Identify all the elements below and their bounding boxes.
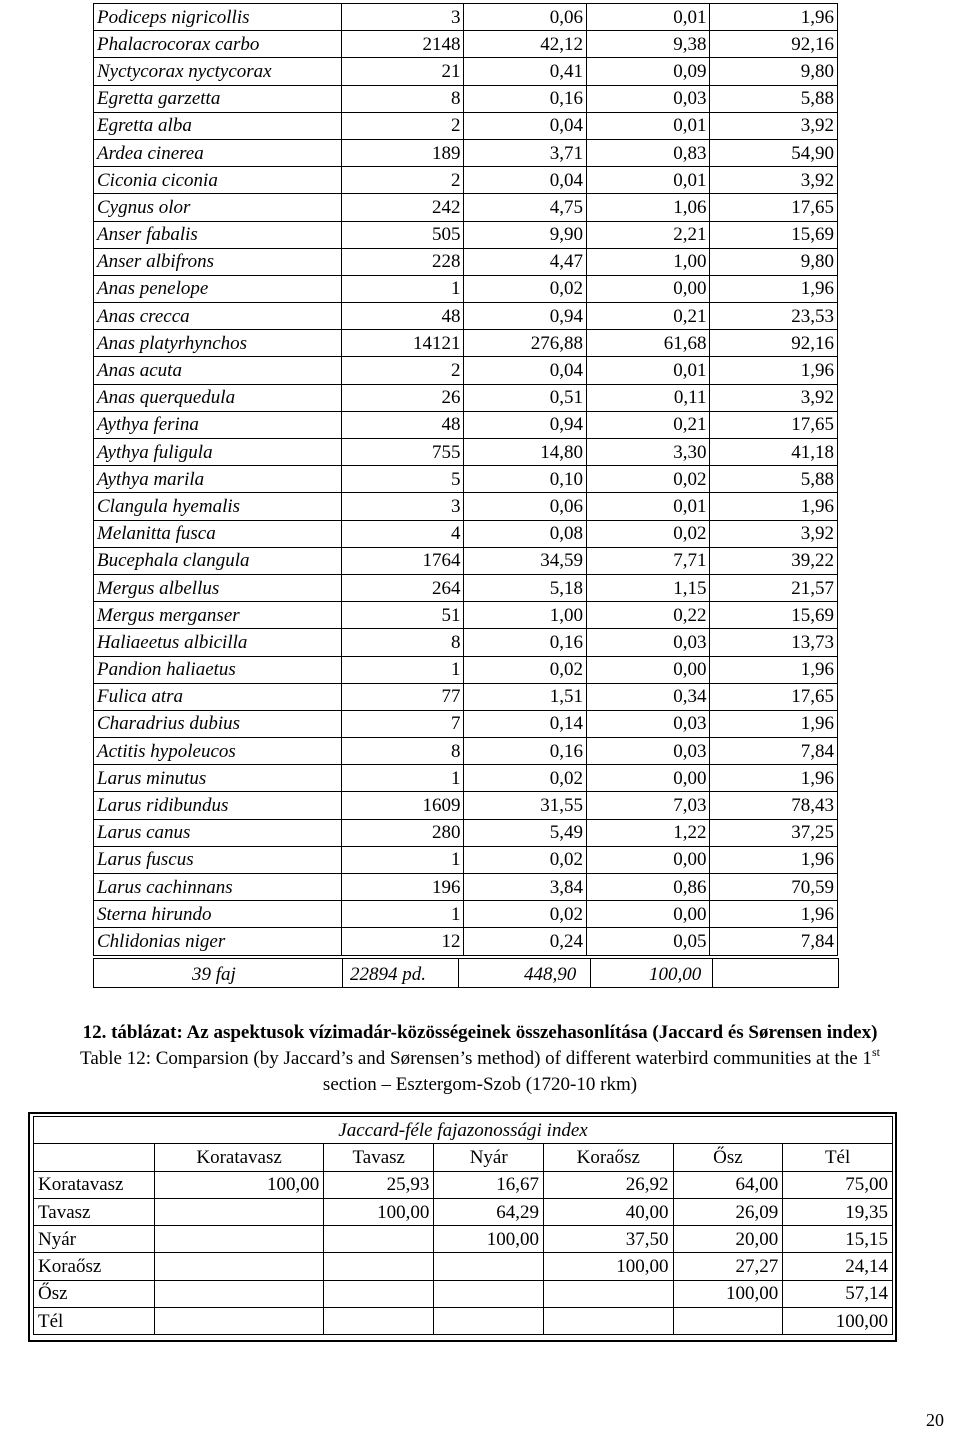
dominance-cell: 0,00 [586,846,709,873]
percent-cell: 0,10 [464,466,586,493]
species-name: Phalacrocorax carbo [94,31,342,58]
frequency-cell: 3,92 [710,384,838,411]
table-row [94,683,838,710]
frequency-cell: 17,65 [710,683,838,710]
percent-cell: 0,08 [464,520,586,547]
dominance-cell: 0,22 [586,602,709,629]
percent-cell: 4,47 [464,248,586,275]
dominance-cell: 0,01 [586,112,709,139]
dominance-cell: 0,34 [586,683,709,710]
caption-en-line2: section – Esztergom-Szob (1720-10 rkm) [322,1074,638,1095]
totals-count: 22894 pd. [350,964,426,985]
frequency-cell: 54,90 [710,139,838,166]
table-row [94,738,838,765]
frequency-cell: 5,88 [710,466,838,493]
totals-pct: 448,90 [524,964,577,985]
count-cell: 12 [342,928,464,955]
percent-cell: 1,00 [464,602,586,629]
table-row [34,1171,893,1198]
table-row [94,846,838,873]
species-name: Aythya ferina [94,411,342,438]
index-cell: 100,00 [434,1226,544,1253]
dominance-cell: 0,03 [586,629,709,656]
frequency-cell: 9,80 [710,248,838,275]
frequency-cell: 41,18 [710,439,838,466]
table-row [94,357,838,384]
frequency-cell: 23,53 [710,303,838,330]
dominance-cell: 0,02 [586,520,709,547]
row-label: Koraősz [34,1253,155,1280]
percent-cell: 0,94 [464,411,586,438]
percent-cell: 0,41 [464,58,586,85]
species-name: Ciconia ciconia [94,167,342,194]
percent-cell: 0,16 [464,738,586,765]
count-cell: 2148 [342,31,464,58]
count-cell: 8 [342,85,464,112]
dominance-cell: 1,22 [586,819,709,846]
dominance-cell: 7,71 [586,547,709,574]
index-cell [434,1280,544,1307]
count-cell: 4 [342,520,464,547]
index-cell [544,1280,674,1307]
count-cell: 196 [342,874,464,901]
species-name: Pandion haliaetus [94,656,342,683]
frequency-cell: 7,84 [710,738,838,765]
dominance-cell: 0,01 [586,167,709,194]
percent-cell: 0,16 [464,85,586,112]
count-cell: 5 [342,466,464,493]
percent-cell: 1,51 [464,683,586,710]
percent-cell: 0,06 [464,4,586,31]
dominance-cell: 2,21 [586,221,709,248]
percent-cell: 0,02 [464,765,586,792]
frequency-cell: 3,92 [710,520,838,547]
species-name: Ardea cinerea [94,139,342,166]
caption-en-line1: Table 12: Comparsion (by Jaccard’s and Sørensen’s method) of different waterbird communities at the 1st [80,1045,880,1069]
row-label: Tavasz [34,1198,155,1225]
species-name: Larus canus [94,819,342,846]
species-name: Egretta alba [94,112,342,139]
species-name: Mergus merganser [94,602,342,629]
count-cell: 51 [342,602,464,629]
count-cell: 1764 [342,547,464,574]
index-cell [155,1280,324,1307]
species-name: Chlidonias niger [94,928,342,955]
table-row [94,248,838,275]
table-row [94,139,838,166]
count-cell: 8 [342,629,464,656]
index-cell: 26,09 [673,1198,783,1225]
index-cell: 16,67 [434,1171,544,1198]
index-cell [155,1253,324,1280]
percent-cell: 0,04 [464,167,586,194]
index-cell: 15,15 [783,1226,893,1253]
percent-cell: 9,90 [464,221,586,248]
index-cell: 20,00 [673,1226,783,1253]
table-row [94,520,838,547]
species-name: Anser fabalis [94,221,342,248]
table-row [94,58,838,85]
index-cell [155,1198,324,1225]
index-cell: 100,00 [783,1308,893,1335]
totals-dom: 100,00 [649,964,702,985]
column-header: Tél [783,1144,893,1171]
count-cell: 505 [342,221,464,248]
species-name: Larus minutus [94,765,342,792]
table-row [34,1308,893,1335]
frequency-cell: 5,88 [710,85,838,112]
percent-cell: 276,88 [464,330,586,357]
species-name: Larus fuscus [94,846,342,873]
count-cell: 242 [342,194,464,221]
count-cell: 189 [342,139,464,166]
dominance-cell: 61,68 [586,330,709,357]
dominance-cell: 0,00 [586,901,709,928]
row-label: Koratavasz [34,1171,155,1198]
frequency-cell: 37,25 [710,819,838,846]
index-cell [673,1308,783,1335]
frequency-cell: 1,96 [710,275,838,302]
count-cell: 1 [342,656,464,683]
row-label: Nyár [34,1226,155,1253]
table-row [94,31,838,58]
count-cell: 21 [342,58,464,85]
species-name: Aythya marila [94,466,342,493]
index-cell [434,1308,544,1335]
index-cell: 57,14 [783,1280,893,1307]
frequency-cell: 1,96 [710,710,838,737]
count-cell: 14121 [342,330,464,357]
index-cell [544,1308,674,1335]
index-cell: 25,93 [324,1171,434,1198]
corner-cell [34,1144,155,1171]
dominance-cell: 0,01 [586,357,709,384]
percent-cell: 31,55 [464,792,586,819]
percent-cell: 0,94 [464,303,586,330]
frequency-cell: 92,16 [710,31,838,58]
dominance-cell: 0,01 [586,4,709,31]
species-name: Charadrius dubius [94,710,342,737]
frequency-cell: 1,96 [710,765,838,792]
percent-cell: 0,02 [464,846,586,873]
dominance-cell: 0,02 [586,466,709,493]
index-cell: 19,35 [783,1198,893,1225]
count-cell: 1609 [342,792,464,819]
frequency-cell: 3,92 [710,167,838,194]
species-name: Egretta garzetta [94,85,342,112]
table-row [94,765,838,792]
count-cell: 755 [342,439,464,466]
dominance-cell: 1,00 [586,248,709,275]
count-cell: 2 [342,357,464,384]
frequency-cell: 1,96 [710,4,838,31]
frequency-cell: 15,69 [710,221,838,248]
percent-cell: 0,02 [464,275,586,302]
frequency-cell: 1,96 [710,656,838,683]
table-row [94,303,838,330]
caption-hu: 12. táblázat: Az aspektusok vízimadár-közösségeinek összehasonlítása (Jaccard és Sørensen index) [82,1022,878,1043]
table-row [94,439,838,466]
percent-cell: 3,84 [464,874,586,901]
totals-row [93,958,839,988]
dominance-cell: 1,15 [586,574,709,601]
species-name: Aythya fuligula [94,439,342,466]
dominance-cell: 0,05 [586,928,709,955]
index-cell: 26,92 [544,1171,674,1198]
frequency-cell: 1,96 [710,901,838,928]
dominance-cell: 0,21 [586,303,709,330]
table-row [94,629,838,656]
percent-cell: 0,16 [464,629,586,656]
dominance-cell: 0,86 [586,874,709,901]
jaccard-header-row [34,1144,893,1171]
percent-cell: 0,04 [464,112,586,139]
frequency-cell: 70,59 [710,874,838,901]
table-row [94,547,838,574]
frequency-cell: 13,73 [710,629,838,656]
frequency-cell: 1,96 [710,357,838,384]
percent-cell: 0,02 [464,656,586,683]
count-cell: 8 [342,738,464,765]
frequency-cell: 17,65 [710,411,838,438]
frequency-cell: 1,96 [710,846,838,873]
frequency-cell: 17,65 [710,194,838,221]
dominance-cell: 0,21 [586,411,709,438]
index-cell: 100,00 [544,1253,674,1280]
table-row [94,330,838,357]
frequency-cell: 78,43 [710,792,838,819]
dominance-cell: 0,11 [586,384,709,411]
frequency-cell: 39,22 [710,547,838,574]
species-name: Anas acuta [94,357,342,384]
percent-cell: 5,49 [464,819,586,846]
index-cell: 64,29 [434,1198,544,1225]
species-name: Nyctycorax nyctycorax [94,58,342,85]
species-name: Mergus albellus [94,574,342,601]
species-name: Actitis hypoleucos [94,738,342,765]
species-name: Fulica atra [94,683,342,710]
frequency-cell: 15,69 [710,602,838,629]
count-cell: 7 [342,710,464,737]
dominance-cell: 9,38 [586,31,709,58]
dominance-cell: 0,83 [586,139,709,166]
row-label: Ősz [34,1280,155,1307]
percent-cell: 0,06 [464,493,586,520]
row-label: Tél [34,1308,155,1335]
index-cell: 40,00 [544,1198,674,1225]
table-row [94,710,838,737]
percent-cell: 0,24 [464,928,586,955]
dominance-cell: 0,00 [586,656,709,683]
dominance-cell: 0,01 [586,493,709,520]
percent-cell: 34,59 [464,547,586,574]
percent-cell: 3,71 [464,139,586,166]
index-cell: 100,00 [155,1171,324,1198]
table-row [34,1198,893,1225]
index-cell [155,1308,324,1335]
column-header: Koraősz [544,1144,674,1171]
table-row [94,4,838,31]
index-cell: 24,14 [783,1253,893,1280]
count-cell: 2 [342,167,464,194]
dominance-cell: 0,09 [586,58,709,85]
jaccard-title: Jaccard-féle fajazonossági index [34,1117,893,1144]
index-cell [155,1226,324,1253]
count-cell: 3 [342,493,464,520]
table-row [34,1226,893,1253]
dominance-cell: 7,03 [586,792,709,819]
count-cell: 264 [342,574,464,601]
table-row [94,874,838,901]
species-name: Cygnus olor [94,194,342,221]
table-row [94,819,838,846]
jaccard-table [33,1116,893,1335]
count-cell: 228 [342,248,464,275]
page-number: 20 [926,1410,944,1430]
frequency-cell: 7,84 [710,928,838,955]
index-cell [324,1253,434,1280]
count-cell: 280 [342,819,464,846]
index-cell [434,1253,544,1280]
table-row [94,656,838,683]
column-header: Ősz [673,1144,783,1171]
count-cell: 1 [342,846,464,873]
table-row [94,275,838,302]
table-row [94,928,838,955]
table-row [94,194,838,221]
frequency-cell: 9,80 [710,58,838,85]
table-row [94,602,838,629]
percent-cell: 14,80 [464,439,586,466]
frequency-cell: 92,16 [710,330,838,357]
index-cell [324,1308,434,1335]
species-name: Anas querquedula [94,384,342,411]
count-cell: 77 [342,683,464,710]
table-row [94,901,838,928]
species-name: Bucephala clangula [94,547,342,574]
count-cell: 48 [342,411,464,438]
index-cell: 37,50 [544,1226,674,1253]
frequency-cell: 1,96 [710,493,838,520]
percent-cell: 0,04 [464,357,586,384]
index-cell: 75,00 [783,1171,893,1198]
index-cell: 100,00 [673,1280,783,1307]
count-cell: 1 [342,275,464,302]
count-cell: 1 [342,765,464,792]
species-name: Sterna hirundo [94,901,342,928]
species-table [93,3,838,956]
species-name: Anas penelope [94,275,342,302]
table-row [94,411,838,438]
index-cell: 27,27 [673,1253,783,1280]
count-cell: 2 [342,112,464,139]
dominance-cell: 1,06 [586,194,709,221]
column-header: Nyár [434,1144,544,1171]
index-cell: 100,00 [324,1198,434,1225]
table-row [94,112,838,139]
count-cell: 3 [342,4,464,31]
table-row [94,792,838,819]
species-name: Anas platyrhynchos [94,330,342,357]
count-cell: 1 [342,901,464,928]
table-row [94,221,838,248]
table-row [94,85,838,112]
species-name: Podiceps nigricollis [94,4,342,31]
species-name: Anas crecca [94,303,342,330]
count-cell: 48 [342,303,464,330]
dominance-cell: 0,00 [586,765,709,792]
column-header: Tavasz [324,1144,434,1171]
frequency-cell: 3,92 [710,112,838,139]
totals-species: 39 faj [192,964,236,985]
species-name: Anser albifrons [94,248,342,275]
percent-cell: 0,51 [464,384,586,411]
table-row [34,1280,893,1307]
percent-cell: 42,12 [464,31,586,58]
percent-cell: 0,14 [464,710,586,737]
percent-cell: 4,75 [464,194,586,221]
species-name: Haliaeetus albicilla [94,629,342,656]
percent-cell: 0,02 [464,901,586,928]
frequency-cell: 21,57 [710,574,838,601]
index-cell: 64,00 [673,1171,783,1198]
dominance-cell: 0,00 [586,275,709,302]
column-header: Koratavasz [155,1144,324,1171]
species-name: Larus cachinnans [94,874,342,901]
table-row [94,384,838,411]
species-name: Larus ridibundus [94,792,342,819]
table-row [34,1253,893,1280]
index-cell [324,1226,434,1253]
dominance-cell: 0,03 [586,85,709,112]
index-cell [324,1280,434,1307]
table-row [94,466,838,493]
table-row [94,493,838,520]
dominance-cell: 3,30 [586,439,709,466]
table-row [94,574,838,601]
table-row [94,167,838,194]
dominance-cell: 0,03 [586,738,709,765]
count-cell: 26 [342,384,464,411]
dominance-cell: 0,03 [586,710,709,737]
percent-cell: 5,18 [464,574,586,601]
species-name: Melanitta fusca [94,520,342,547]
species-name: Clangula hyemalis [94,493,342,520]
